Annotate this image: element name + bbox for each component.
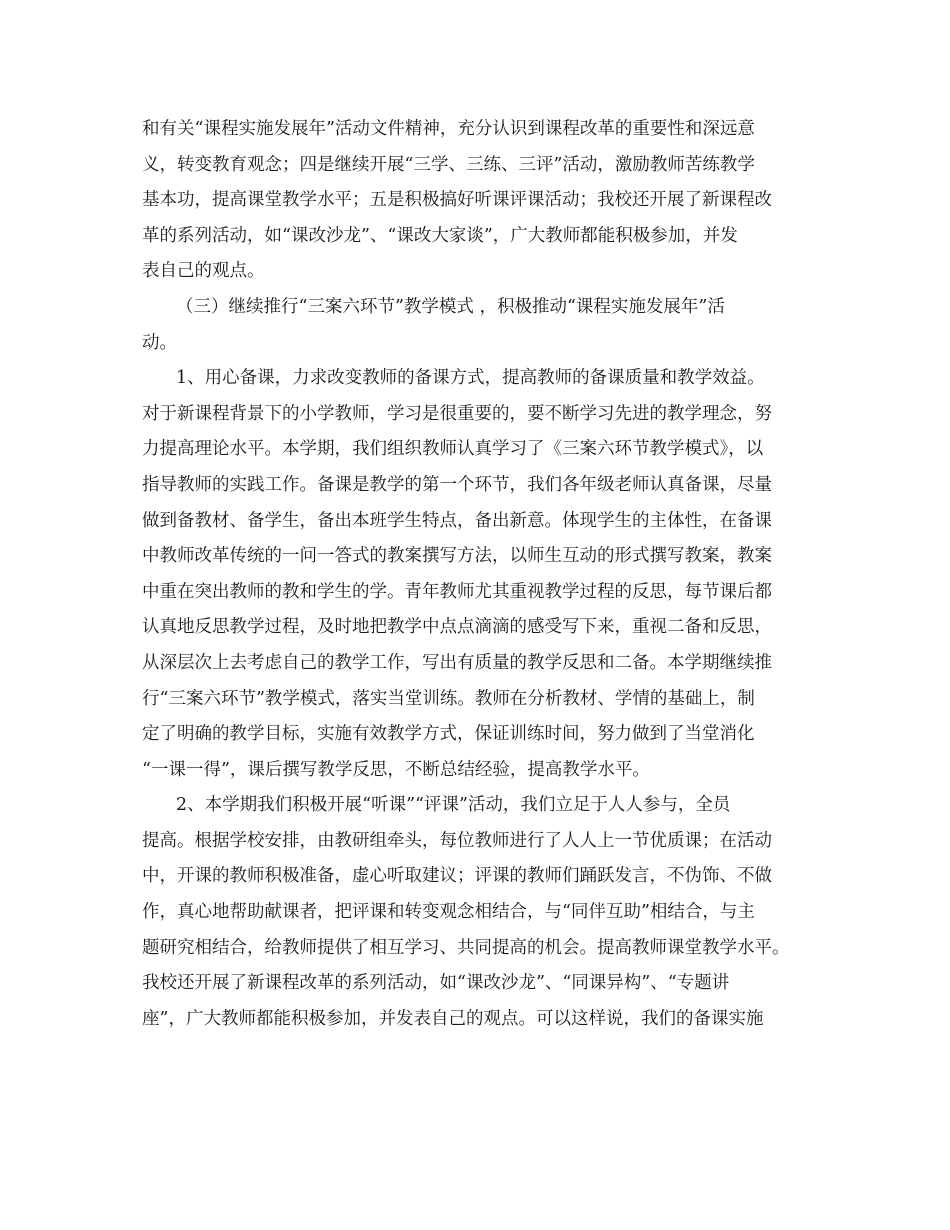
text-line: 基本功，提高课堂教学水平；五是积极搞好听课评课活动；我校还开展了新课程改 (142, 190, 772, 211)
text-line: 作，真心地帮助献课者，把评课和转变观念相结合，与“同伴互助”相结合，与主 (142, 902, 755, 923)
text-line: 做到备教材、备学生，备出本班学生特点，备出新意。体现学生的主体性，在备课 (142, 510, 772, 531)
text-line: 革的系列活动，如“课改沙龙”、“课改大家谈”，广大教师都能积极参加，并发 (142, 225, 738, 246)
section-heading: （三）继续推行“三案六环节”教学模式 ，积极推动“课程实施发展年”活 (176, 296, 725, 317)
text-line: 中重在突出教师的教和学生的学。青年教师尤其重视教学过程的反思，每节课后都 (142, 581, 772, 602)
text-line: 力提高理论水平。本学期，我们组织教师认真学习了《三案六环节教学模式》，以 (142, 439, 764, 460)
text-line: 从深层次上去考虑自己的教学工作，写出有质量的教学反思和二备。本学期继续推 (142, 652, 772, 673)
paragraph-start: 2、本学期我们积极开展“听课”“评课”活动，我们立足于人人参与，全员 (176, 795, 731, 816)
text-line: 我校还开展了新课程改革的系列活动，如“课改沙龙”、“同课异构”、“专题讲 (142, 973, 730, 994)
text-line: 座”，广大教师都能积极参加，并发表自己的观点。可以这样说，我们的备课实施 (142, 1008, 764, 1029)
text-line: 题研究相结合，给教师提供了相互学习、共同提高的机会。提高教师课堂教学水平。 (142, 937, 790, 958)
text-line: 指导教师的实践工作。备课是教学的第一个环节，我们各年级老师认真备课，尽量 (142, 474, 772, 495)
text-line: 对于新课程背景下的小学教师，学习是很重要的，要不断学习先进的教学理念，努 (142, 403, 772, 424)
text-line: 和有关“课程实施发展年”活动文件精神，充分认识到课程改革的重要性和深远意 (142, 119, 755, 139)
text-line: 定了明确的教学目标，实施有效教学方式，保证训练时间，努力做到了当堂消化 (142, 724, 755, 745)
text-line: 表自己的观点。 (142, 261, 265, 282)
text-line: 认真地反思教学过程，及时地把教学中点点滴滴的感受写下来，重视二备和反思， (142, 617, 772, 638)
text-line: 动。 (142, 332, 177, 353)
text-line: 中教师改革传统的一问一答式的教案撰写方法，以师生互动的形式撰写教案，教案 (142, 546, 772, 567)
body-text (142, 112, 822, 1037)
text-line: 行“三案六环节”教学模式，落实当堂训练。教师在分析教材、学情的基础上，制 (142, 688, 755, 709)
text-line: 提高。根据学校安排，由教研组牵头，每位教师进行了人人上一节优质课；在活动 (142, 830, 772, 851)
text-line: 义，转变教育观念；四是继续开展“三学、三练、三评”活动，激励教师苦练教学 (142, 154, 755, 175)
text-line: “一课一得”，课后撰写教学反思，不断总结经验，提高教学水平。 (142, 759, 650, 780)
paragraph-start: 1、用心备课，力求改变教师的备课方式，提高教师的备课质量和教学效益。 (176, 368, 765, 389)
text-line: 中，开课的教师积极准备，虚心听取建议；评课的教师们踊跃发言，不伪饰、不做 (142, 866, 772, 887)
